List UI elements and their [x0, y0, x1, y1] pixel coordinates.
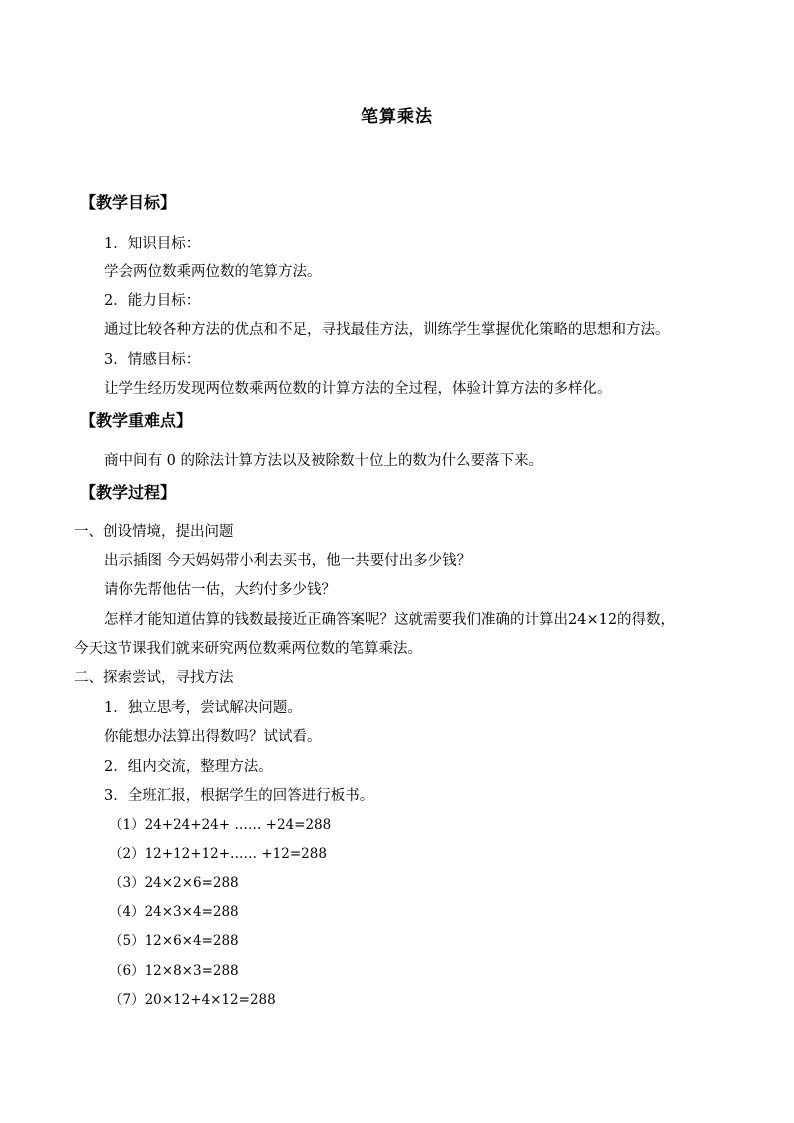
section-heading-key-points: 【教学重难点】: [80, 411, 193, 430]
part2-line: 1．独立思考，尝试解决问题。: [104, 700, 302, 716]
goal-emotion-label: 3．情感目标：: [104, 352, 201, 368]
part1-line: 出示插图 今天妈妈带小利去买书，他一共要付出多少钱？: [104, 553, 472, 569]
part1-line: 怎样才能知道估算的钱数最接近正确答案呢？这就需要我们准确的计算出24×12的得数，: [104, 612, 676, 628]
part2-line: 2．组内交流，整理方法。: [104, 759, 273, 775]
section-heading-teaching-goals: 【教学目标】: [80, 193, 177, 212]
formula-line: （7）20×12+4×12=288: [109, 992, 276, 1008]
formula-line: （6）12×8×3=288: [109, 963, 239, 979]
document-title: 笔算乘法: [361, 107, 433, 127]
formula-line: （1）24+24+24+ …… +24=288: [109, 817, 332, 833]
part1-line: 今天这节课我们就来研究两位数乘两位数的笔算乘法。: [74, 641, 422, 657]
part1-line: 请你先帮他估一估，大约付多少钱？: [104, 582, 336, 598]
goal-knowledge-label: 1．知识目标：: [104, 236, 201, 252]
part2-line: 你能想办法算出得数吗？试试看。: [104, 729, 322, 745]
section-heading-teaching-process: 【教学过程】: [80, 483, 177, 502]
part1-heading: 一、创设情境，提出问题: [74, 524, 234, 540]
formula-line: （3）24×2×6=288: [109, 875, 239, 891]
formula-line: （5）12×6×4=288: [109, 933, 239, 949]
goal-knowledge-text: 学会两位数乘两位数的笔算方法。: [104, 264, 322, 280]
formula-line: （4）24×3×4=288: [109, 904, 239, 920]
formula-line: （2）12+12+12+…… +12=288: [109, 846, 327, 862]
part2-line: 3．全班汇报，根据学生的回答进行板书。: [104, 788, 375, 804]
key-points-text: 商中间有 0 的除法计算方法以及被除数十位上的数为什么要落下来。: [104, 453, 543, 469]
goal-ability-text: 通过比较各种方法的优点和不足，寻找最佳方法，训练学生掌握优化策略的思想和方法。: [104, 322, 670, 338]
goal-emotion-text: 让学生经历发现两位数乘两位数的计算方法的全过程，体验计算方法的多样化。: [104, 381, 612, 397]
part2-heading: 二、探索尝试，寻找方法: [74, 670, 234, 686]
goal-ability-label: 2．能力目标：: [104, 293, 201, 309]
